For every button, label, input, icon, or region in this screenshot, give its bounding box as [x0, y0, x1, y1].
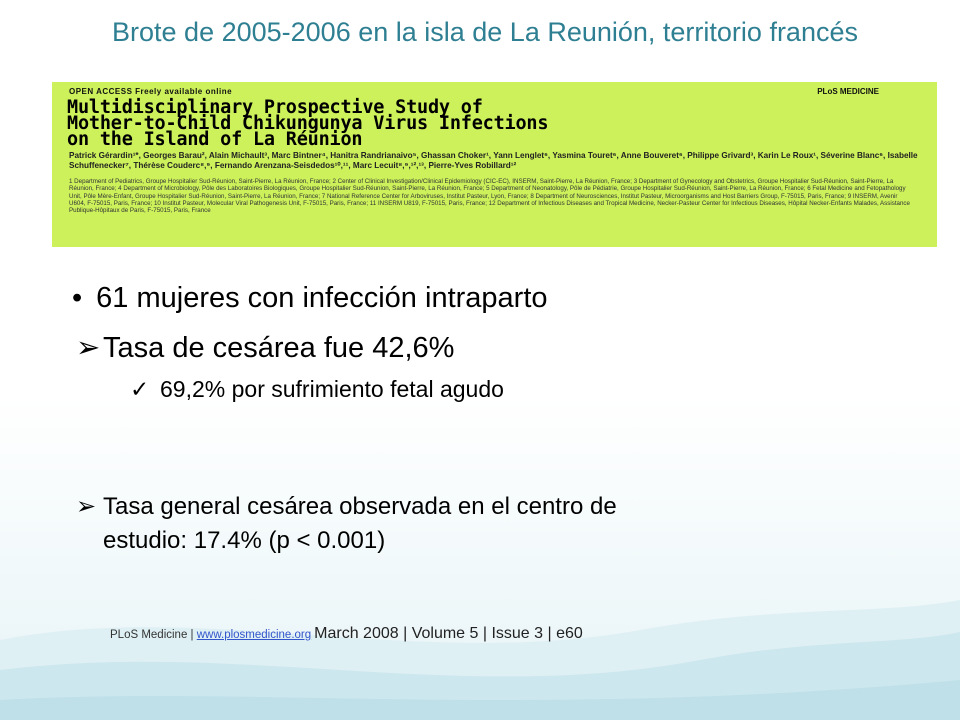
bullet-infected-women [72, 282, 548, 315]
footer-journal: PLoS Medicine | [110, 629, 197, 641]
bullet-cesarean-rate [76, 330, 454, 365]
bullet-text: Tasa de cesárea fue 42,6% [103, 332, 455, 364]
article-affiliations: 1 Department of Pediatrics, Groupe Hospitalier Sud-Réunion, Saint-Pierre, La Réunion, France; 2 Center of Clinical Investigation/Clinical Epidemiology (CIC-EC), INSERM, Saint-Pierre, La Réunion, France; 3 Department of Gynecology and Obstetrics, Groupe Hospitalier Sud-Réunion, Saint-Pierre, La Réunion, France; 4 Department of Microbiology, Pôle des Laboratoires Biologiques, Groupe Hospitalier Sud-Réunion, Saint-Pierre, La Réunion, France; 5 Department of Neonatology, Pôle de Pédiatrie, Groupe Hospitalier Sud-Réunion, Saint-Pierre, La Réunion, France; 6 Fetal Medicine and Fetopathology Unit, Pôle Mère-Enfant, Groupe Hospitalier Sud-Réunion, Saint-Pierre, La Réunion, France; 7 National Reference Center for Arboviruses, Institut Pasteur, Lyon, France; 8 Department of Neurosciences, Institut Pasteur, Microorganisms and Host Barriers Group, F-75015, Paris, France; 9 INSERM, Avenir U604, F-75015, Paris, France; 10 Institut Pasteur, Molecular Viral Pathogenesis Unit, F-75015, Paris, France; 11 INSERM U819, F-75015, Paris, France; 12 Department of Infectious Diseases and Tropical Medicine, Necker-Pasteur Center for Infectious Diseases, Hôpital Necker-Enfants Malades, Assistance Publique-Hôpitaux de Paris, F-75015, Paris, France [69, 178, 910, 215]
arrow-bullet-icon: ➢ [76, 332, 101, 364]
journal-website-link[interactable]: www.plosmedicine.org [196, 629, 312, 641]
citation-footer [110, 625, 583, 643]
checkmark-icon: ✓ [130, 376, 150, 402]
bullet-text-continued: estudio: 17.4% (p < 0.001) [103, 527, 386, 554]
footer-citation: March 2008 | Volume 5 | Issue 3 | e60 [314, 625, 583, 642]
bullet-dot-icon: • [72, 282, 83, 314]
journal-logo: PLoS MEDICINE [817, 87, 879, 96]
bullet-text: 61 mujeres con infección intraparto [96, 282, 548, 314]
article-title [67, 97, 549, 150]
article-title-line: Mother-to-Child Chikungunya Virus Infections [67, 113, 549, 134]
open-access-label: OPEN ACCESS Freely available online [69, 87, 233, 96]
arrow-bullet-icon: ➢ [76, 493, 97, 520]
bullet-text: Tasa general cesárea observada en el centro de [103, 493, 617, 520]
article-header-image [52, 82, 937, 247]
bullet-text: 69,2% por sufrimiento fetal agudo [160, 376, 504, 402]
bullet-fetal-distress [130, 376, 504, 403]
article-title-line: on the Island of La Réunion [67, 129, 363, 150]
article-title-line: Multidisciplinary Prospective Study of [67, 97, 483, 118]
bullet-general-cesarean-rate [76, 490, 836, 558]
article-authors: Patrick Gérardin¹*, Georges Barau², Alain Michault³, Marc Bintner⁴, Hanitra Randrianaivo⁵, Ghassan Choker¹, Yann Lenglet⁶, Yasmina Touret⁶, Anne Bouveret⁶, Philippe Grivard³, Karin Le Roux¹, Séverine Blanc⁶, Isabelle Schuffenecker⁷, Thérèse Couderc⁸,⁹, Fernando Arenzana-Seisdedos¹⁰,¹¹, Marc Lecuit⁸,⁹,¹²,¹³, Pierre-Yves Robillard¹² [69, 151, 918, 170]
slide-title: Brote de 2005-2006 en la isla de La Reunión, territorio francés [112, 17, 858, 47]
